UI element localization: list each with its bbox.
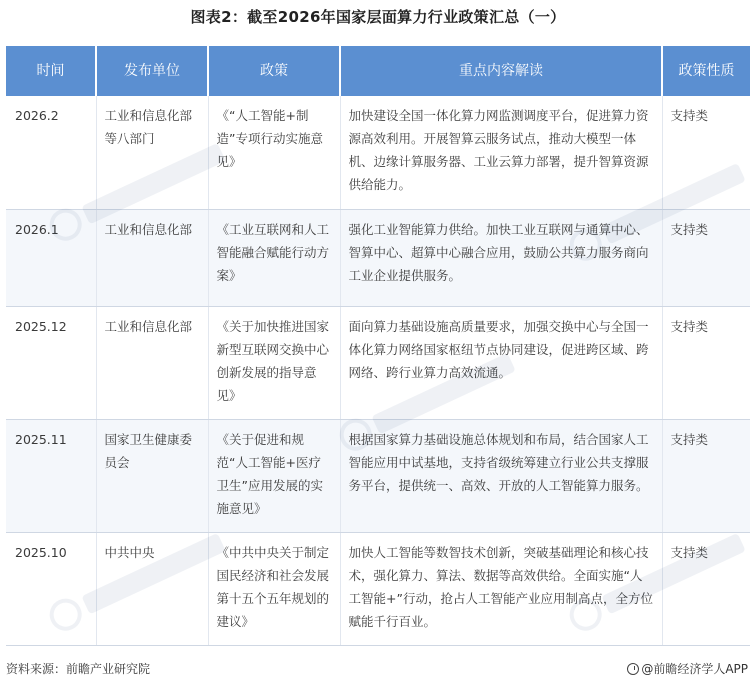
cell-issuer: 国家卫生健康委员会: [96, 419, 208, 532]
table-row: [6, 96, 750, 209]
cell-issuer: 中共中央: [96, 532, 208, 645]
cell-content: 面向算力基础设施高质量要求，加强交换中心与全国一体化算力网络国家枢纽节点协同建设，促进跨区域、跨网络、跨行业算力高效流通。: [340, 306, 662, 419]
table-body: [6, 96, 750, 645]
cell-nature: 支持类: [662, 419, 750, 532]
cell-policy: 《“人工智能+制造”专项行动实施意见》: [208, 96, 340, 209]
table-row: [6, 532, 750, 645]
cell-time: 2025.10: [6, 532, 96, 645]
brand-label: @前瞻经济学人APP: [641, 662, 748, 676]
table-row: [6, 209, 750, 306]
header-nature: 政策性质: [662, 46, 750, 96]
table-row: [6, 306, 750, 419]
cell-policy: 《中共中央关于制定国民经济和社会发展第十五个五年规划的建议》: [208, 532, 340, 645]
cell-content: 根据国家算力基础设施总体规划和布局，结合国家人工智能应用中试基地，支持省级统筹建立行业公共支撑服务平台，提供统一、高效、开放的人工智能算力服务。: [340, 419, 662, 532]
brand-credit: [627, 660, 748, 677]
cell-content: 加快人工智能等数智技术创新，突破基础理论和核心技术，强化算力、算法、数据等高效供给。全面实施“人工智能+”行动，抢占人工智能产业应用制高点，全方位赋能千行百业。: [340, 532, 662, 645]
page-title: 图表2：截至2026年国家层面算力行业政策汇总（一）: [190, 8, 566, 26]
header-issuer: 发布单位: [96, 46, 208, 96]
cell-nature: 支持类: [662, 96, 750, 209]
table-row: [6, 419, 750, 532]
cell-issuer: 工业和信息化部等八部门: [96, 96, 208, 209]
header-time: 时间: [6, 46, 96, 96]
cell-time: 2025.11: [6, 419, 96, 532]
cell-nature: 支持类: [662, 306, 750, 419]
source-note: 资料来源：前瞻产业研究院: [6, 662, 151, 676]
brand-logo-icon: [627, 663, 639, 675]
header-row: [6, 46, 750, 96]
policy-table: [6, 46, 750, 646]
cell-content: 强化工业智能算力供给。加快工业互联网与通算中心、智算中心、超算中心融合应用，鼓励公共算力服务商向工业企业提供服务。: [340, 209, 662, 306]
cell-content: 加快建设全国一体化算力网监测调度平台，促进算力资源高效利用。开展智算云服务试点，推动大模型一体机、边缘计算服务器、工业云算力部署，提升智算资源供给能力。: [340, 96, 662, 209]
cell-nature: 支持类: [662, 209, 750, 306]
cell-issuer: 工业和信息化部: [96, 209, 208, 306]
cell-time: 2026.2: [6, 96, 96, 209]
header-content: 重点内容解读: [340, 46, 662, 96]
cell-nature: 支持类: [662, 532, 750, 645]
header-policy: 政策: [208, 46, 340, 96]
table-header: [6, 46, 750, 96]
cell-policy: 《关于促进和规范“人工智能+医疗卫生”应用发展的实施意见》: [208, 419, 340, 532]
cell-policy: 《关于加快推进国家新型互联网交换中心创新发展的指导意见》: [208, 306, 340, 419]
cell-issuer: 工业和信息化部: [96, 306, 208, 419]
cell-time: 2026.1: [6, 209, 96, 306]
cell-policy: 《工业互联网和人工智能融合赋能行动方案》: [208, 209, 340, 306]
cell-time: 2025.12: [6, 306, 96, 419]
